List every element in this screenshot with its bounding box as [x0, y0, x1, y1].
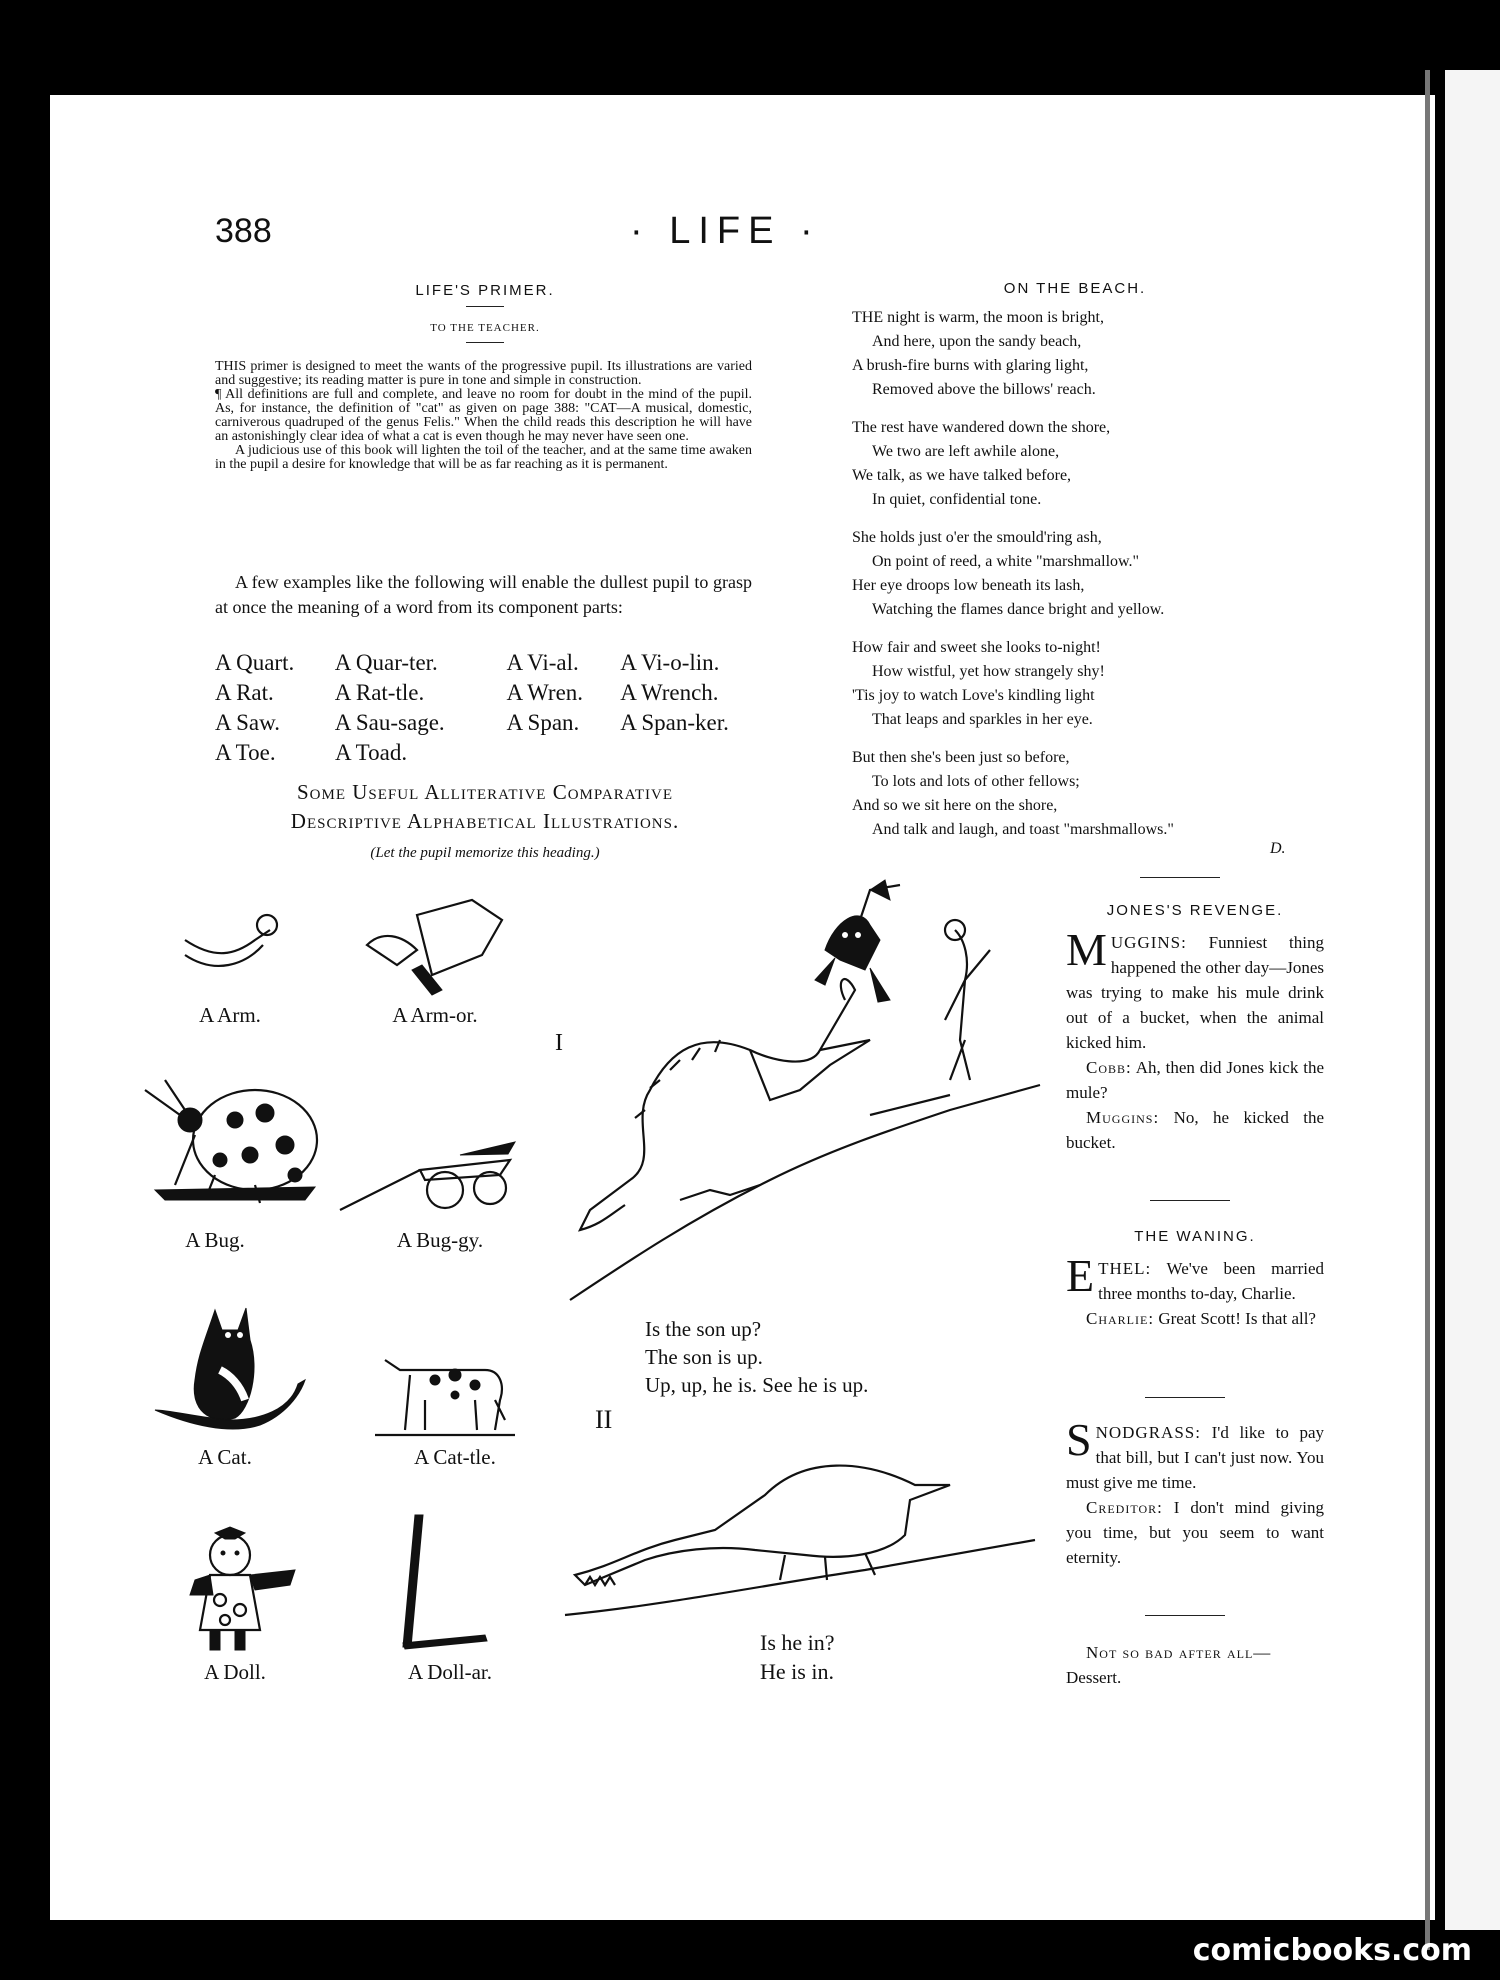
illustrations-heading [215, 778, 755, 836]
poem-line: To lots and lots of other fellows; [872, 773, 1080, 790]
poem-line: That leaps and sparkles in her eye. [872, 711, 1093, 728]
next-page-edge [1445, 70, 1500, 1930]
snodgrass-para-2 [1066, 1495, 1324, 1570]
poem-line: We two are left awhile alone, [872, 443, 1060, 460]
word: A Sau-sage. [334, 710, 445, 735]
poem-line: A brush-fire burns with glaring light, [852, 357, 1089, 374]
poem-signature: D. [1270, 840, 1286, 857]
word: A Span. [506, 710, 580, 735]
caption-doll: A Doll. [204, 1660, 266, 1684]
poem-line: How fair and sweet she looks to-night! [852, 639, 1101, 656]
heading-line-2: Descriptive Alphabetical Illustrations. [290, 809, 680, 833]
word: A Quart. [215, 650, 295, 675]
dialogue: No, he kicked the bucket. [1066, 1108, 1324, 1152]
poem-line: She holds just o'er the smould'ring ash, [852, 529, 1102, 546]
speaker: Creditor: [1086, 1498, 1163, 1517]
word: A Wrench. [620, 680, 719, 705]
word: A Wren. [506, 680, 584, 705]
primer-para-1: THIS primer is designed to meet the wants of the progressive pupil. Its illustrations are varied and suggestive; its reading matter is pure in tone and simple in construction. [215, 359, 752, 388]
jones-title: JONES'S REVENGE. [1106, 902, 1284, 919]
panel-label-1: I [555, 1030, 563, 1056]
alligator-sun-illustration [570, 880, 1050, 1320]
jones-para-1 [1066, 924, 1324, 1055]
caption-arm: A Arm. [199, 1003, 261, 1027]
watermark: comicbooks.com [1192, 1933, 1472, 1968]
armor-illustration [362, 895, 512, 995]
jones-para-2 [1066, 1055, 1324, 1105]
speaker: NODGRASS: [1095, 1423, 1201, 1442]
word-row [215, 738, 760, 768]
drop-cap: S [1066, 1414, 1092, 1465]
divider [1145, 1615, 1225, 1616]
cattle-illustration [365, 1340, 515, 1440]
poem-line: We talk, as we have talked before, [852, 467, 1072, 484]
word: A Toe. [215, 740, 276, 765]
stanza [852, 306, 1312, 402]
primer-intro: A few examples like the following will enable the dullest pupil to grasp at once the meaning of a word from its component parts: [215, 572, 752, 617]
dessert-line-1: Not so bad after all— [1086, 1643, 1272, 1662]
poem-line: In quiet, confidential tone. [872, 491, 1042, 508]
snodgrass-story [1066, 1414, 1324, 1570]
dialogue: We've been married three months to-day, Charlie. [1098, 1259, 1324, 1303]
word-row [215, 648, 760, 678]
caption-cat: A Cat. [198, 1445, 252, 1469]
caption-cattle: A Cat-tle. [414, 1445, 496, 1469]
poem-line: How wistful, yet how strangely shy! [872, 663, 1105, 680]
dialogue: Funniest thing happened the other day—Jones was trying to make his mule drink out of a bucket, when the animal kicked him. [1066, 933, 1324, 1052]
heading-line-1: Some Useful Alliterative Comparative [296, 780, 674, 804]
dessert-joke [1066, 1640, 1324, 1690]
waning-title: THE WANING. [1134, 1228, 1256, 1245]
speaker: Cobb: [1086, 1058, 1132, 1077]
poem-line: And here, upon the sandy beach, [872, 333, 1082, 350]
primer-para-3: A judicious use of this book will lighten the toil of the teacher, and at the same time awaken in the pupil a desire for knowledge that will be as far reaching as it is permanent. [215, 443, 752, 472]
caption-buggy: A Bug-gy. [396, 1228, 484, 1252]
sun-text [645, 1315, 868, 1399]
page-number: 388 [215, 212, 272, 250]
stanza [852, 416, 1312, 512]
binding-shadow [1425, 70, 1430, 1950]
doll-illustration [175, 1525, 305, 1655]
word: A Quar-ter. [334, 650, 438, 675]
in-text [760, 1628, 835, 1686]
caption-armor: A Arm-or. [392, 1003, 478, 1027]
dialogue: Great Scott! Is that all? [1154, 1309, 1316, 1328]
divider [1150, 1200, 1230, 1201]
stanza [852, 526, 1312, 622]
waning-para-1 [1066, 1250, 1324, 1306]
jones-story [1066, 924, 1324, 1155]
caption-bug: A Bug. [185, 1228, 245, 1252]
divider [1145, 1397, 1225, 1398]
alligator-in-illustration [565, 1455, 1055, 1625]
word-row [215, 678, 760, 708]
speaker: Muggins: [1086, 1108, 1160, 1127]
dialogue: I don't mind giving you time, but you seem to want eternity. [1066, 1498, 1324, 1567]
jones-para-3 [1066, 1105, 1324, 1155]
buggy-illustration [340, 1140, 520, 1215]
poem-line: But then she's been just so before, [852, 749, 1070, 766]
drop-cap: E [1066, 1250, 1095, 1301]
poem-line: THE night is warm, the moon is bright, [852, 309, 1104, 326]
divider [466, 306, 504, 307]
word: A Vi-al. [506, 650, 579, 675]
poem-line: On point of reed, a white "marshmallow." [872, 553, 1140, 570]
speaker: Charlie: [1086, 1309, 1155, 1328]
dessert-line-2: Dessert. [1066, 1668, 1122, 1687]
stanza [852, 746, 1312, 842]
primer-title: LIFE'S PRIMER. [415, 282, 555, 299]
panel-label-2: II [595, 1405, 613, 1434]
arm-illustration [175, 900, 285, 990]
word: A Rat. [215, 680, 274, 705]
word-examples [215, 648, 760, 768]
waning-story [1066, 1250, 1324, 1331]
poem-line: And so we sit here on the shore, [852, 797, 1058, 814]
primer-para-2: ¶ All definitions are full and complete, and leave no room for doubt in the mind of the pupil. As, for instance, the definition of "cat" as given on page 388: "CAT—A musical, domestic, carniverous quadruped of the genus Felis." When the child reads this description he will have an astonishingly clear idea of what a cat is even though he may never have seen one. [215, 387, 752, 444]
word: A Vi-o-lin. [620, 650, 720, 675]
divider [466, 342, 504, 343]
sun-line-3: Up, up, he is. See he is up. [645, 1373, 869, 1397]
heading-note: (Let the pupil memorize this heading.) [370, 845, 600, 861]
dollar-illustration [385, 1515, 505, 1655]
cat-illustration [150, 1300, 310, 1440]
poem-line: 'Tis joy to watch Love's kindling light [852, 687, 1095, 704]
drop-cap: M [1066, 924, 1107, 975]
dialogue: I'd like to pay that bill, but I can't just now. You must give me time. [1066, 1423, 1324, 1492]
waning-para-2 [1066, 1306, 1324, 1331]
snodgrass-para-1 [1066, 1414, 1324, 1495]
sun-line-1: Is the son up? [645, 1317, 762, 1341]
sun-line-2: The son is up. [645, 1345, 763, 1369]
word: A Rat-tle. [334, 680, 425, 705]
divider [1140, 877, 1220, 878]
poem-line: The rest have wandered down the shore, [852, 419, 1111, 436]
primer-subtitle: TO THE TEACHER. [430, 322, 540, 334]
primer-body [215, 360, 752, 472]
word: A Saw. [215, 710, 280, 735]
in-line-2: He is in. [760, 1659, 834, 1684]
caption-dollar: A Doll-ar. [408, 1660, 492, 1684]
bug-illustration [135, 1075, 335, 1205]
speaker: THEL: [1098, 1259, 1152, 1278]
poem-line: Watching the flames dance bright and yellow. [872, 601, 1165, 618]
running-head: · LIFE · [630, 210, 821, 252]
dialogue: Ah, then did Jones kick the mule? [1066, 1058, 1324, 1102]
in-line-1: Is he in? [760, 1630, 835, 1655]
stanza [852, 636, 1312, 732]
word: A Toad. [335, 740, 408, 765]
poem-line: And talk and laugh, and toast "marshmallows." [872, 821, 1174, 838]
speaker: UGGINS: [1110, 933, 1187, 952]
poem-line: Removed above the billows' reach. [872, 381, 1096, 398]
beach-title: ON THE BEACH. [1003, 280, 1147, 297]
poem-line: Her eye droops low beneath its lash, [852, 577, 1085, 594]
beach-poem [852, 306, 1312, 856]
word: A Span-ker. [620, 710, 729, 735]
word-row [215, 708, 760, 738]
